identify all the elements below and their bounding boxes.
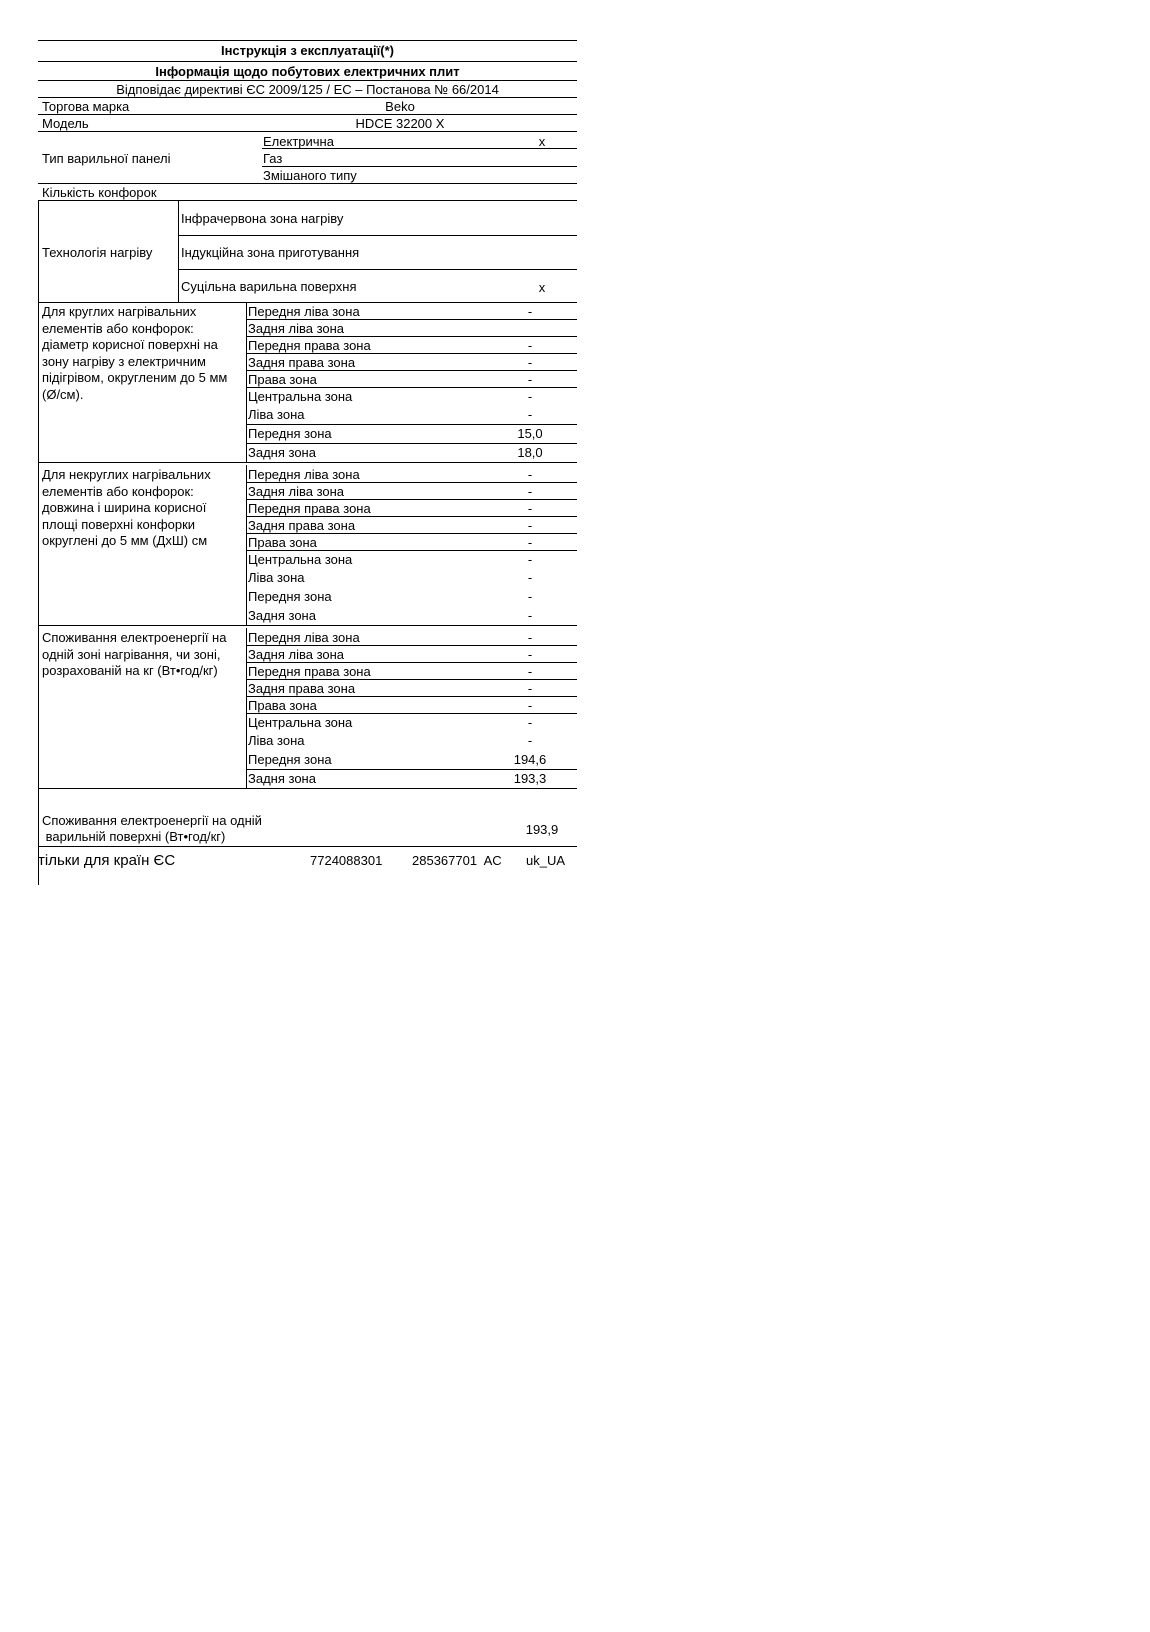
- sheet-subtitle: Інформація щодо побутових електричних плит: [155, 64, 460, 79]
- zone-value: -: [527, 338, 533, 353]
- tech-divider: [178, 200, 179, 302]
- rule: [38, 302, 577, 303]
- rule: [246, 499, 577, 500]
- zone-name: Передня зона: [248, 589, 332, 604]
- rule: [262, 148, 577, 149]
- rule: [246, 645, 577, 646]
- brand-value: Beko: [385, 99, 415, 114]
- zone-name: Задня ліва зона: [248, 484, 345, 499]
- rule: [246, 353, 577, 354]
- zone-name: Ліва зона: [248, 407, 305, 422]
- rule: [246, 482, 577, 483]
- zone-name: Центральна зона: [248, 715, 353, 730]
- zone-name: Передня зона: [248, 426, 332, 441]
- rule: [38, 183, 577, 184]
- zone-name: Передня права зона: [248, 501, 371, 516]
- zone-name: Центральна зона: [248, 389, 353, 404]
- rule: [246, 387, 577, 388]
- zone-name: Задня права зона: [248, 681, 356, 696]
- hob-type-mixed: Змішаного типу: [263, 168, 357, 183]
- burner-count-label: Кількість конфорок: [42, 185, 157, 200]
- zone-value: -: [527, 630, 533, 645]
- hob-type-electric: Електрична: [263, 134, 334, 149]
- rule: [38, 200, 577, 201]
- model-value: HDCE 32200 X: [355, 116, 445, 131]
- rule: [246, 336, 577, 337]
- zone-name: Ліва зона: [248, 570, 305, 585]
- zone-value: -: [527, 407, 533, 422]
- zone-value: -: [527, 518, 533, 533]
- zone-name: Центральна зона: [248, 552, 353, 567]
- zone-value: 18,0: [517, 445, 543, 460]
- zone-value: -: [527, 664, 533, 679]
- model-label: Модель: [42, 116, 89, 131]
- zone-value: -: [527, 681, 533, 696]
- zone-value: -: [527, 647, 533, 662]
- zone-value: -: [527, 467, 533, 482]
- rule: [38, 625, 577, 626]
- rule: [262, 166, 577, 167]
- zone-name: Задня права зона: [248, 355, 356, 370]
- rule: [246, 370, 577, 371]
- footer-eu-only: тільки для країн ЄС: [38, 852, 176, 869]
- heating-tech-solid: Суцільна варильна поверхня: [181, 279, 357, 294]
- zone-value: -: [527, 552, 533, 567]
- zone-value: -: [527, 535, 533, 550]
- rule: [38, 61, 577, 62]
- zone-value: -: [527, 501, 533, 516]
- zone-name: Передня ліва зона: [248, 467, 360, 482]
- rule: [178, 269, 577, 270]
- rule: [246, 550, 577, 551]
- zone-name: Передня зона: [248, 752, 332, 767]
- zone-name: Передня права зона: [248, 664, 371, 679]
- zone-name: Задня зона: [248, 771, 316, 786]
- energy-hob-value: 193,9: [525, 822, 559, 837]
- footer-code1: 7724088301: [310, 853, 383, 868]
- zone-value: 15,0: [517, 426, 543, 441]
- hob-type-electric-mark: x: [538, 134, 546, 149]
- rule: [246, 696, 577, 697]
- directive-text: Відповідає директиві ЄС 2009/125 / ЕС – Постанова № 66/2014: [116, 82, 499, 97]
- heating-tech-solid-mark: x: [538, 280, 546, 295]
- zone-value: -: [527, 608, 533, 623]
- rule: [246, 516, 577, 517]
- rule: [246, 713, 577, 714]
- zone-name: Задня ліва зона: [248, 321, 345, 336]
- rule: [38, 788, 577, 789]
- zone-value: 194,6: [513, 752, 547, 767]
- zone-name: Права зона: [248, 698, 317, 713]
- energy-zone-section-label: Споживання електроенергії на одній зоні нагрівання, чи зоні, розрахованій на кг (Вт•год/кг): [42, 630, 227, 678]
- rule: [38, 462, 577, 463]
- rule: [246, 769, 577, 770]
- rule: [246, 443, 577, 444]
- zone-name: Задня зона: [248, 608, 316, 623]
- heating-tech-label: Технологія нагріву: [42, 245, 153, 260]
- energy-hob-label-line2: варильній поверхні (Вт•год/кг): [42, 829, 226, 844]
- rule: [38, 131, 577, 132]
- heating-tech-induction: Індукційна зона приготування: [181, 245, 360, 260]
- rule: [246, 679, 577, 680]
- zone-value: -: [527, 715, 533, 730]
- rule: [178, 235, 577, 236]
- hob-type-gas: Газ: [263, 151, 283, 166]
- footer-code2: 285367701 AC: [412, 853, 502, 868]
- zone-name: Права зона: [248, 372, 317, 387]
- zone-value: -: [527, 389, 533, 404]
- zone-divider: [246, 302, 247, 462]
- zone-value: 193,3: [513, 771, 547, 786]
- zone-name: Задня ліва зона: [248, 647, 345, 662]
- zone-value: -: [527, 304, 533, 319]
- zone-value: -: [527, 570, 533, 585]
- zone-name: Передня права зона: [248, 338, 371, 353]
- nonround-section-label: Для некруглих нагрівальних елементів або конфорок: довжина і ширина корисної площі поверхні конфорки округлені до 5 мм (ДхШ) см: [42, 467, 211, 548]
- zone-value: -: [527, 698, 533, 713]
- round-section-label: Для круглих нагрівальних елементів або конфорок: діаметр корисної поверхні на зону нагріву з електричним підігрівом, округленим до 5 мм (Ø/см).: [42, 304, 228, 402]
- zone-name: Ліва зона: [248, 733, 305, 748]
- rule: [38, 114, 577, 115]
- zone-divider: [246, 465, 247, 625]
- rule: [38, 846, 577, 847]
- rule: [38, 80, 577, 81]
- zone-divider: [246, 628, 247, 788]
- rule: [38, 40, 577, 41]
- hob-type-label: Тип варильної панелі: [42, 151, 171, 166]
- rule: [38, 97, 577, 98]
- footer-lang: uk_UA: [526, 853, 566, 868]
- zone-value: -: [527, 484, 533, 499]
- zone-name: Передня ліва зона: [248, 304, 360, 319]
- energy-hob-label-line1: Споживання електроенергії на одній: [42, 813, 262, 828]
- zone-value: -: [527, 372, 533, 387]
- rule: [246, 424, 577, 425]
- brand-label: Торгова марка: [42, 99, 130, 114]
- rule: [246, 533, 577, 534]
- heating-tech-infrared: Інфрачервона зона нагріву: [181, 211, 344, 226]
- zone-name: Права зона: [248, 535, 317, 550]
- rule: [246, 662, 577, 663]
- zone-value: -: [527, 589, 533, 604]
- zone-name: Задня зона: [248, 445, 316, 460]
- sheet-title: Інструкція з експлуатації(*): [220, 43, 395, 58]
- zone-name: Передня ліва зона: [248, 630, 360, 645]
- zone-value: -: [527, 733, 533, 748]
- zone-name: Задня права зона: [248, 518, 356, 533]
- rule: [246, 319, 577, 320]
- zone-value: -: [527, 355, 533, 370]
